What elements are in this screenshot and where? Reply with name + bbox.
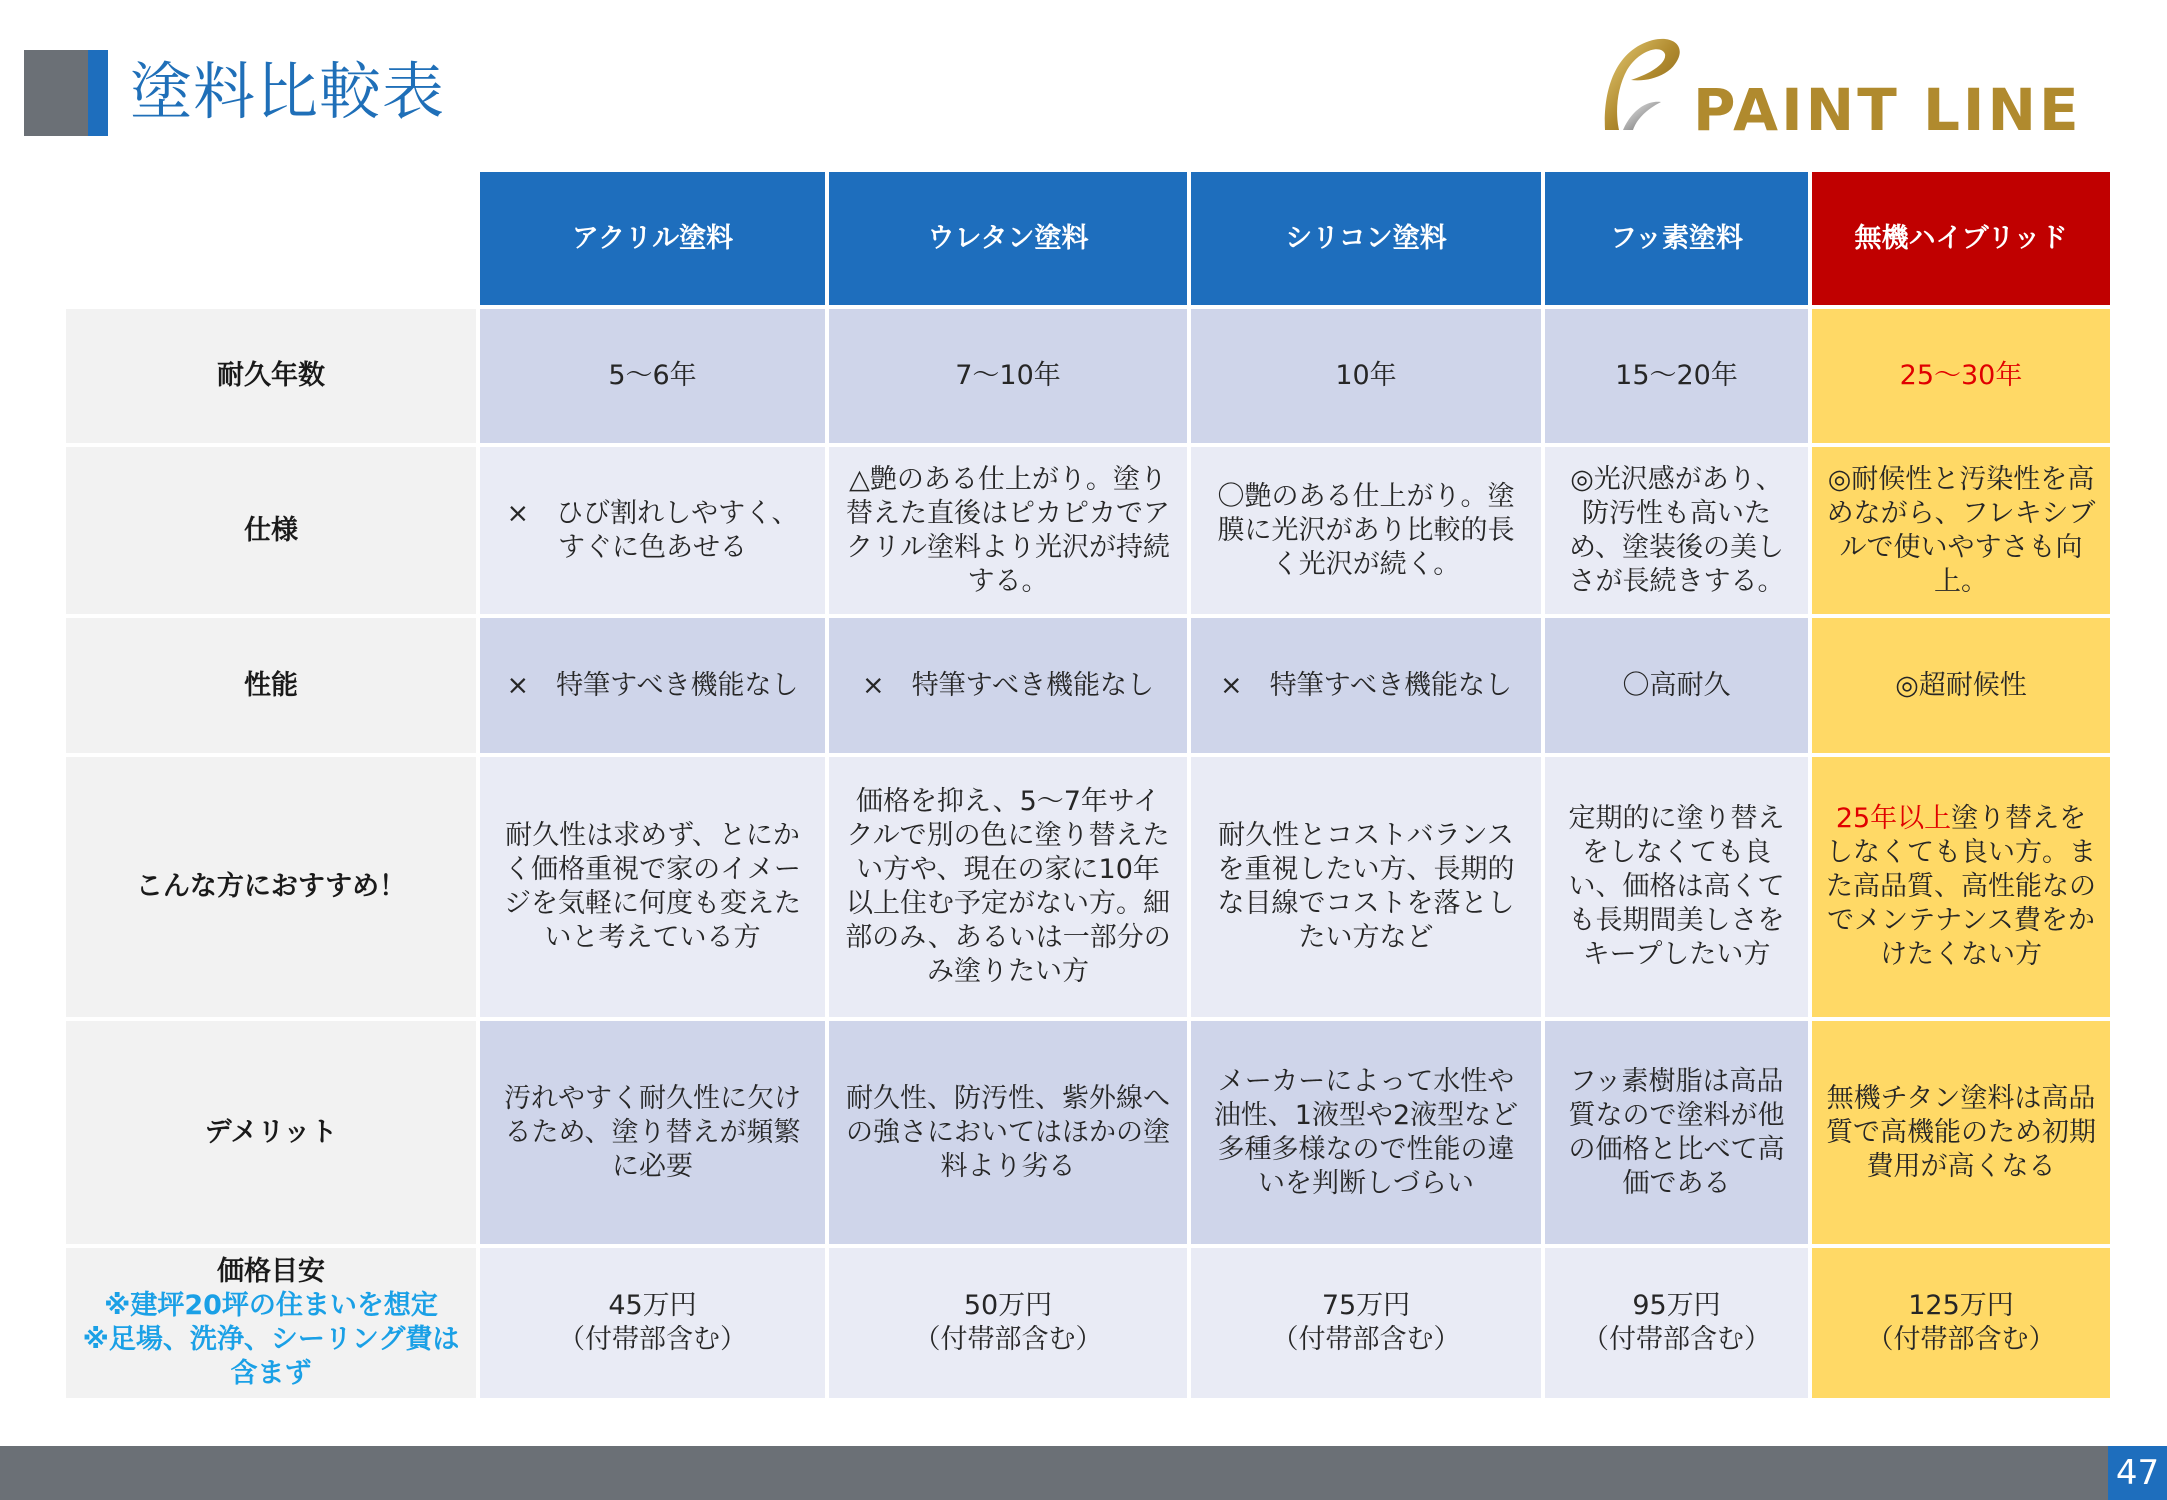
price-note: ※建坪20坪の住まいを想定 [104,1290,438,1321]
column-header-urethane: ウレタン塗料 [829,172,1187,305]
row-label: こんな方におすすめ！ [66,757,476,1017]
table-row-recommended [66,757,2110,1017]
table-header-row [66,172,2110,305]
table-cell: 15～20年 [1545,309,1808,443]
price-sub: （付帯部含む） [1271,1324,1461,1355]
row-label: 仕様 [66,447,476,614]
highlight-text: 25年以上 [1835,803,1952,834]
table-cell: 5～6年 [480,309,825,443]
table-cell: メーカーによって水性や油性、1液型や2液型など多種多様なので性能の違いを判断しづらい [1191,1021,1541,1244]
footer-bar [0,1446,2167,1500]
price-sub: （付帯部含む） [1582,1324,1771,1355]
table-cell: 10年 [1191,309,1541,443]
table-cell: 定期的に塗り替えをしなくても良い、価格は高くても長期間美しさをキープしたい方 [1545,757,1808,1017]
table-cell: 汚れやすく耐久性に欠けるため、塗り替えが頻繁に必要 [480,1021,825,1244]
table-corner [66,172,476,305]
table-cell [480,1248,825,1398]
table-cell: フッ素樹脂は高品質なので塗料が他の価格と比べて高価である [1545,1021,1808,1244]
table-cell: 〇高耐久 [1545,618,1808,753]
column-header-silicone: シリコン塗料 [1191,172,1541,305]
table-cell: 耐久性、防汚性、紫外線への強さにおいてはほかの塗料より劣る [829,1021,1187,1244]
price-sub: （付帯部含む） [913,1324,1103,1355]
table-cell [1191,1248,1541,1398]
logo-text: PAINT LINE [1693,76,2082,144]
price-sub: （付帯部含む） [558,1324,747,1355]
table-cell-highlight: 無機チタン塗料は高品質で高機能のため初期費用が高くなる [1812,1021,2110,1244]
price-sub: （付帯部含む） [1866,1324,2056,1355]
table-cell: × ひび割れしやすく、すぐに色あせる [480,447,825,614]
title-accent-gray [24,50,88,136]
table-row-spec [66,447,2110,614]
paint-comparison-table [62,168,2114,1402]
row-label: 価格目安 [217,1256,325,1287]
table-cell: × 特筆すべき機能なし [1191,618,1541,753]
table-cell: △艶のある仕上がり。塗り替えた直後はピカピカでアクリル塗料より光沢が持続する。 [829,447,1187,614]
table-cell [829,1248,1187,1398]
price-value: 125万円 [1908,1290,2014,1321]
table-cell-highlight [1812,757,2110,1017]
table-cell: × 特筆すべき機能なし [829,618,1187,753]
table-cell-highlight: 25～30年 [1812,309,2110,443]
cell-text: 塗り替えをしなくても良い方。また高品質、高性能なのでメンテナンス費をかけたくない方 [1826,803,2096,970]
table-cell-highlight: ◎耐候性と汚染性を高めながら、フレキシブルで使いやすさも向上。 [1812,447,2110,614]
row-label: デメリット [66,1021,476,1244]
table-cell [1545,1248,1808,1398]
table-cell-highlight: ◎超耐候性 [1812,618,2110,753]
table-cell: 7～10年 [829,309,1187,443]
table-cell-highlight [1812,1248,2110,1398]
table-cell: × 特筆すべき機能なし [480,618,825,753]
table-row-price [66,1248,2110,1398]
table-row-demerit [66,1021,2110,1244]
table-cell: ◎光沢感があり、防汚性も高いため、塗装後の美しさが長続きする。 [1545,447,1808,614]
price-note: ※足場、洗浄、シーリング費は含まず [82,1324,460,1389]
page-title: 塗料比較表 [130,55,446,128]
price-value: 75万円 [1321,1290,1411,1321]
table-row-durability [66,309,2110,443]
price-value: 50万円 [963,1290,1053,1321]
logo-swoosh-icon [1575,30,1700,145]
row-label: 性能 [66,618,476,753]
table-cell: 耐久性とコストバランスを重視したい方、長期的な目線でコストを落としたい方など [1191,757,1541,1017]
paint-line-logo [1575,30,2082,145]
column-header-acrylic: アクリル塗料 [480,172,825,305]
price-value: 95万円 [1632,1290,1721,1321]
row-label: 耐久年数 [66,309,476,443]
table-cell: 耐久性は求めず、とにかく価格重視で家のイメージを気軽に何度も変えたいと考えている方 [480,757,825,1017]
title-accent-blue [88,50,108,136]
table-row-performance [66,618,2110,753]
table-cell: 〇艶のある仕上がり。塗膜に光沢があり比較的長く光沢が続く。 [1191,447,1541,614]
table-cell: 価格を抑え、5～7年サイクルで別の色に塗り替えたい方や、現在の家に10年以上住む予定がない方。細部のみ、あるいは一部分のみ塗りたい方 [829,757,1187,1017]
page-number: 47 [2108,1446,2167,1500]
column-header-fluorine: フッ素塗料 [1545,172,1808,305]
column-header-inorganic-hybrid: 無機ハイブリッド [1812,172,2110,305]
price-value: 45万円 [608,1290,697,1321]
row-label-price [66,1248,476,1398]
